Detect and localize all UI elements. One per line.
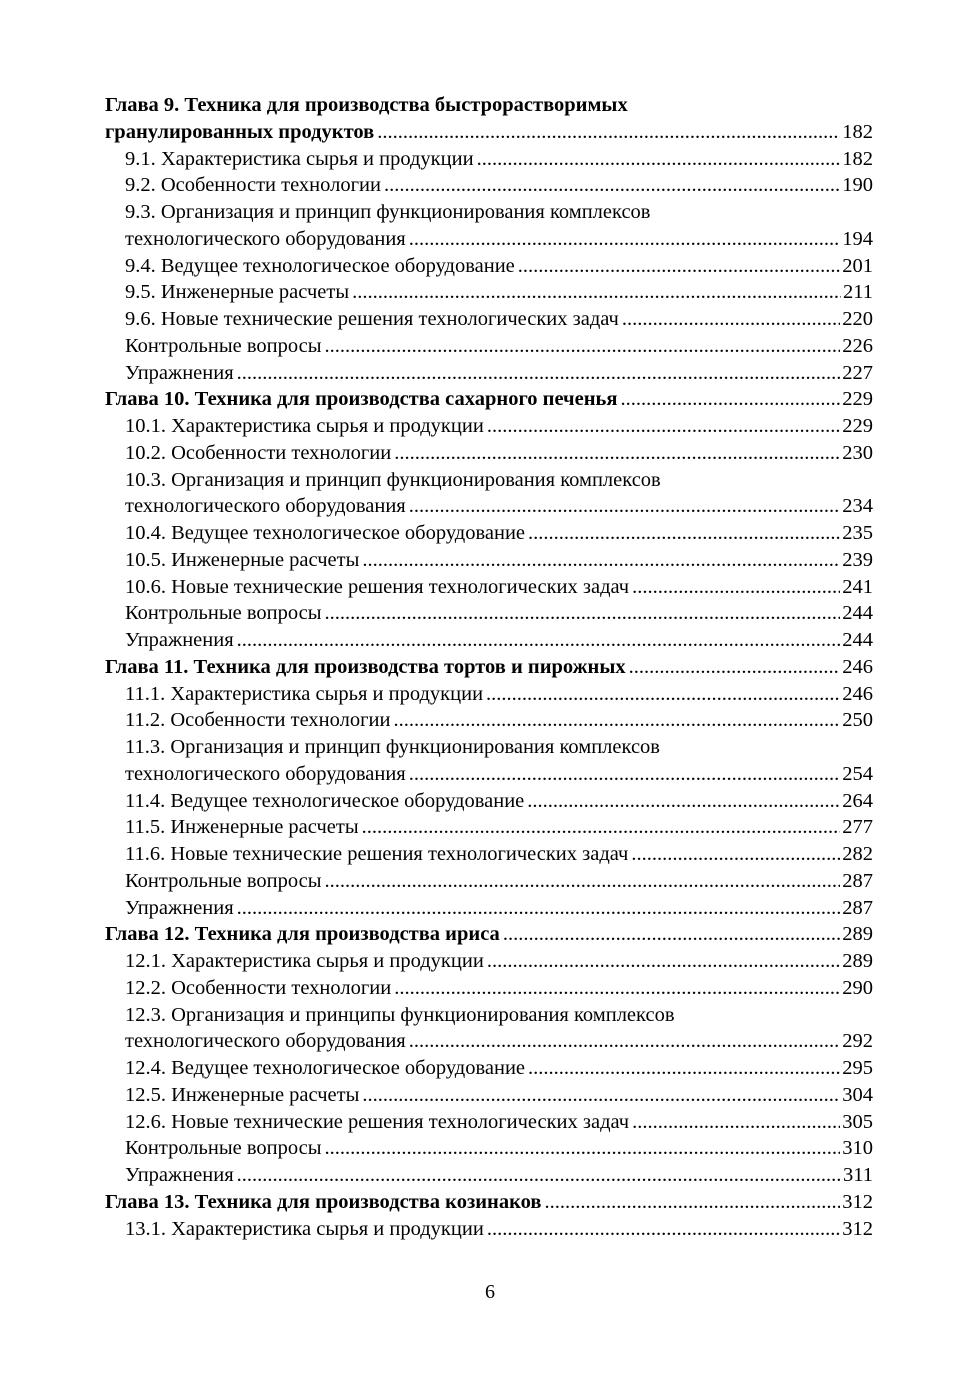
toc-page-number: 226 <box>842 334 873 357</box>
toc-entry-title: 11.3. Организация и принцип функционирования комплексов <box>125 736 660 758</box>
toc-entry-line[interactable] <box>105 146 873 173</box>
toc-entry-line[interactable] <box>105 948 873 975</box>
toc-entry-line[interactable] <box>105 600 873 627</box>
toc-entry-title: 12.5. Инженерные расчеты <box>125 1083 360 1106</box>
dot-leader <box>528 520 840 547</box>
dot-leader <box>377 119 840 146</box>
toc-entry-title: Упражнения <box>125 896 234 919</box>
toc-entry-title: 11.4. Ведущее технологическое оборудование <box>125 789 525 812</box>
dot-leader <box>325 333 841 360</box>
toc-page-number: 235 <box>842 522 873 544</box>
toc-entry-line[interactable] <box>105 895 873 922</box>
toc-page-number: 201 <box>842 254 873 277</box>
toc-page-number: 244 <box>842 602 873 625</box>
toc-page-number: 211 <box>843 281 873 304</box>
toc-entry-title: 9.1. Характеристика сырья и продукции <box>125 147 474 170</box>
toc-page-number: 246 <box>842 682 873 705</box>
toc-entry-title: Упражнения <box>125 629 234 651</box>
toc-entry-title: 11.2. Особенности технологии <box>125 709 391 732</box>
dot-leader <box>394 440 840 467</box>
toc-entry-title: 9.5. Инженерные расчеты <box>125 281 350 304</box>
toc-page-number: 264 <box>842 789 873 812</box>
toc-entry-line[interactable] <box>105 360 873 387</box>
toc-entry-title: 9.3. Организация и принцип функционирования комплексов <box>125 201 651 223</box>
toc-page-number: 305 <box>842 1110 873 1133</box>
toc-chapter-line[interactable] <box>105 92 873 119</box>
toc-entry-title: Глава 12. Техника для производства ириса <box>105 923 500 946</box>
toc-entry-line[interactable] <box>105 226 873 253</box>
table-of-contents <box>105 92 873 1242</box>
toc-entry-title: 9.2. Особенности технологии <box>125 174 381 197</box>
dot-leader <box>362 814 841 841</box>
dot-leader <box>362 1082 840 1109</box>
dot-leader <box>393 707 840 734</box>
toc-entry-line[interactable] <box>105 788 873 815</box>
dot-leader <box>632 1109 840 1136</box>
toc-page-number: 287 <box>842 869 873 892</box>
toc-entry-title: 9.6. Новые технические решения технологических задач <box>125 308 619 330</box>
dot-leader <box>237 1162 841 1189</box>
toc-chapter-line[interactable] <box>105 654 873 681</box>
dot-leader <box>409 761 841 788</box>
toc-entry-line[interactable] <box>105 306 873 333</box>
toc-entry-line[interactable] <box>105 1055 873 1082</box>
toc-page-number: 289 <box>842 923 873 946</box>
toc-page-number: 292 <box>842 1030 873 1053</box>
dot-leader <box>325 1135 841 1162</box>
dot-leader <box>527 788 840 815</box>
dot-leader <box>503 921 840 948</box>
toc-entry-title: 12.2. Особенности технологии <box>125 976 392 999</box>
dot-leader <box>362 547 840 574</box>
dot-leader <box>632 574 840 601</box>
toc-page-number: 311 <box>843 1164 873 1186</box>
dot-leader <box>352 279 841 306</box>
dot-leader <box>544 1189 840 1216</box>
toc-entry-title: Глава 11. Техника для производства тортов и пирожных <box>105 655 626 678</box>
toc-entry-line[interactable] <box>105 1082 873 1109</box>
toc-page-number: 312 <box>842 1190 873 1213</box>
toc-page-number: 277 <box>842 816 873 839</box>
dot-leader <box>486 681 840 708</box>
toc-page-number: 295 <box>842 1057 873 1079</box>
toc-entry-title: 11.1. Характеристика сырья и продукции <box>125 682 484 705</box>
toc-entry-line[interactable] <box>105 279 873 306</box>
toc-entry-line[interactable] <box>105 841 873 868</box>
toc-entry-title: 10.5. Инженерные расчеты <box>125 548 360 571</box>
toc-entry-title: Контрольные вопросы <box>125 602 322 625</box>
toc-entry-title: 10.4. Ведущее технологическое оборудование <box>125 522 526 544</box>
toc-entry-title: 10.6. Новые технические решения технологических задач <box>125 575 630 598</box>
toc-entry-title: 12.3. Организация и принципы функционирования комплексов <box>125 1003 675 1026</box>
dot-leader <box>528 1055 840 1082</box>
toc-entry-line[interactable] <box>105 1135 873 1162</box>
toc-entry-line[interactable] <box>105 627 873 654</box>
dot-leader <box>409 1028 841 1055</box>
toc-entry-line[interactable] <box>105 520 873 547</box>
toc-entry-line[interactable] <box>105 707 873 734</box>
toc-page-number: 304 <box>842 1083 873 1106</box>
toc-entry-title: 12.4. Ведущее технологическое оборудование <box>125 1057 526 1079</box>
toc-entry-title: Глава 10. Техника для производства сахарного печенья <box>105 388 618 411</box>
dot-leader <box>518 253 840 280</box>
toc-page-number: 194 <box>842 227 873 250</box>
dot-leader <box>237 360 841 387</box>
toc-entry-line[interactable] <box>105 681 873 708</box>
toc-entry-line[interactable] <box>105 761 873 788</box>
dot-leader <box>384 172 840 199</box>
toc-entry-line[interactable] <box>105 547 873 574</box>
dot-leader <box>237 627 841 654</box>
toc-entry-title: 10.3. Организация и принцип функционирования комплексов <box>125 468 661 491</box>
toc-entry-line[interactable] <box>105 868 873 895</box>
toc-entry-title: 11.6. Новые технические решения технологических задач <box>125 843 629 865</box>
toc-entry-line[interactable] <box>105 440 873 467</box>
toc-entry-line[interactable] <box>105 493 873 520</box>
dot-leader <box>409 226 841 253</box>
toc-entry-line[interactable] <box>105 1028 873 1055</box>
toc-entry-title: Глава 9. Техника для производства быстрорастворимых <box>105 94 628 116</box>
toc-page-number: 227 <box>842 361 873 384</box>
toc-page-number: 250 <box>842 709 873 732</box>
toc-page-number: 244 <box>842 629 873 651</box>
toc-entry-title: 13.1. Характеристика сырья и продукции <box>125 1217 484 1240</box>
toc-entry-title: технологического оборудования <box>125 495 406 518</box>
toc-entry-title: 10.1. Характеристика сырья и продукции <box>125 415 484 437</box>
toc-entry-title: 11.5. Инженерные расчеты <box>125 816 359 839</box>
toc-chapter-line[interactable] <box>105 1189 873 1216</box>
toc-entry-line[interactable] <box>105 1109 873 1136</box>
toc-entry-title: 10.2. Особенности технологии <box>125 441 392 464</box>
toc-page-number: 246 <box>842 655 873 678</box>
toc-page-number: 241 <box>842 575 873 598</box>
toc-entry-title: технологического оборудования <box>125 762 406 785</box>
toc-page-number: 287 <box>842 896 873 919</box>
toc-entry-line[interactable] <box>105 413 873 440</box>
toc-entry-line[interactable] <box>105 467 873 494</box>
toc-page-number: 239 <box>842 548 873 571</box>
toc-entry-title: Контрольные вопросы <box>125 1137 322 1160</box>
dot-leader <box>622 306 840 333</box>
dot-leader <box>631 841 840 868</box>
dot-leader <box>325 868 841 895</box>
toc-entry-line[interactable] <box>105 333 873 360</box>
toc-page-number: 230 <box>842 441 873 464</box>
dot-leader <box>237 895 841 922</box>
toc-entry-title: Упражнения <box>125 361 234 384</box>
toc-entry-line[interactable] <box>105 814 873 841</box>
toc-page-number: 182 <box>842 120 873 143</box>
toc-page-number: 229 <box>842 415 873 437</box>
toc-page-number: 254 <box>842 762 873 785</box>
toc-entry-line[interactable] <box>105 199 873 226</box>
toc-chapter-line[interactable] <box>105 921 873 948</box>
dot-leader <box>487 948 840 975</box>
toc-entry-line[interactable] <box>105 1162 873 1189</box>
toc-entry-title: 12.6. Новые технические решения технологических задач <box>125 1110 630 1133</box>
toc-entry-line[interactable] <box>105 253 873 280</box>
toc-page-number: 290 <box>842 976 873 999</box>
toc-page-number: 220 <box>842 308 873 330</box>
toc-entry-title: технологического оборудования <box>125 1030 406 1053</box>
dot-leader <box>629 654 841 681</box>
toc-entry-title: Упражнения <box>125 1164 234 1186</box>
dot-leader <box>620 386 840 413</box>
toc-page-number: 312 <box>842 1217 873 1240</box>
toc-entry-title: Контрольные вопросы <box>125 334 322 357</box>
toc-entry-title: Глава 13. Техника для производства козинаков <box>105 1190 542 1213</box>
toc-page-number: 289 <box>842 950 873 972</box>
toc-entry-title: 9.4. Ведущее технологическое оборудование <box>125 254 515 277</box>
toc-entry-line[interactable] <box>105 172 873 199</box>
toc-entry-title: Контрольные вопросы <box>125 869 322 892</box>
toc-page-number: 182 <box>842 147 873 170</box>
dot-leader <box>325 600 841 627</box>
toc-entry-line[interactable] <box>105 1216 873 1243</box>
dot-leader <box>487 1216 840 1243</box>
toc-entry-title: технологического оборудования <box>125 227 406 250</box>
toc-entry-line[interactable] <box>105 975 873 1002</box>
toc-entry-title: 12.1. Характеристика сырья и продукции <box>125 950 484 972</box>
toc-entry-line[interactable] <box>105 734 873 761</box>
page-number: 6 <box>485 1281 495 1303</box>
toc-page-number: 229 <box>842 388 873 411</box>
toc-chapter-line[interactable] <box>105 119 873 146</box>
toc-page-number: 234 <box>842 495 873 518</box>
dot-leader <box>477 146 841 173</box>
dot-leader <box>409 493 841 520</box>
toc-entry-line[interactable] <box>105 574 873 601</box>
toc-page-number: 310 <box>842 1137 873 1160</box>
toc-chapter-line[interactable] <box>105 386 873 413</box>
toc-page-number: 282 <box>842 843 873 865</box>
toc-page-number: 190 <box>842 174 873 197</box>
dot-leader <box>487 413 840 440</box>
toc-entry-title: гранулированных продуктов <box>105 120 375 143</box>
dot-leader <box>394 975 840 1002</box>
toc-entry-line[interactable] <box>105 1002 873 1029</box>
